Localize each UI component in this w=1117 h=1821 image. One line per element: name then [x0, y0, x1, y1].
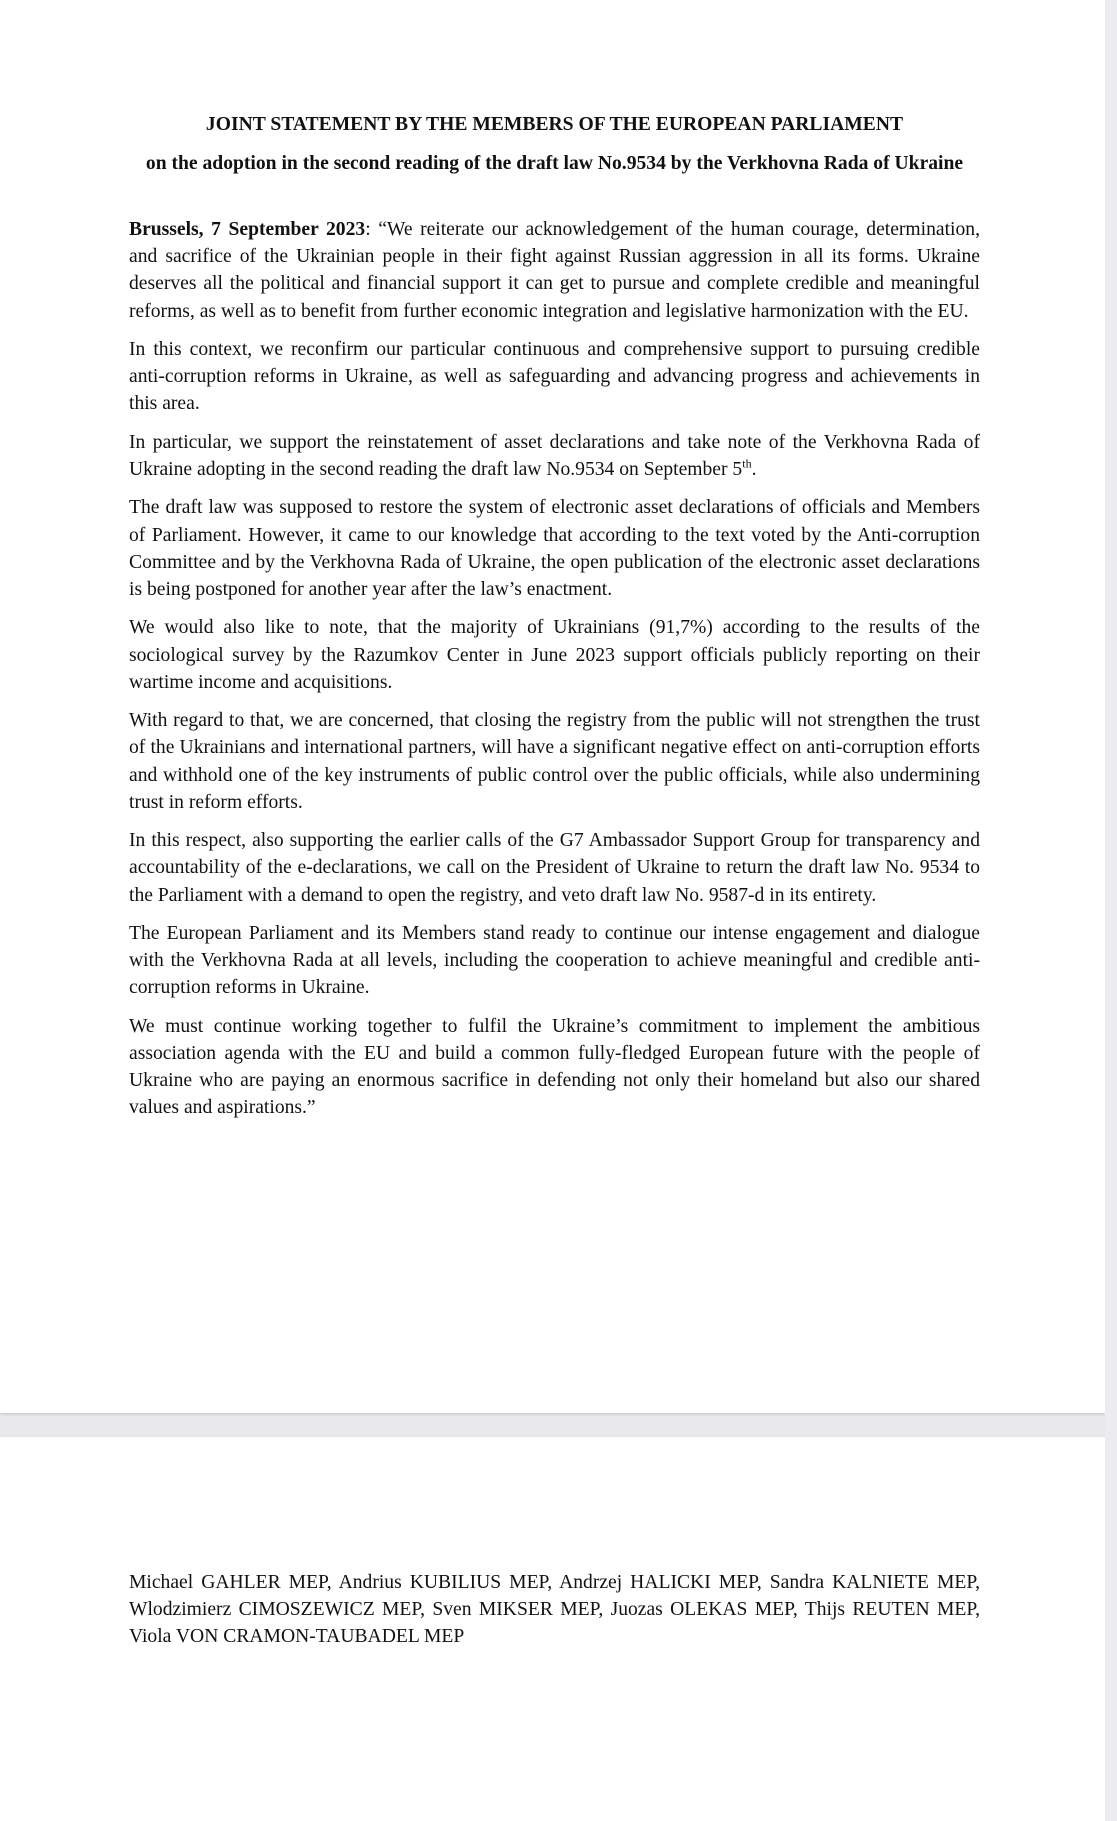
- statement-body: [129, 216, 980, 1133]
- paragraph-2: In this context, we reconfirm our particular continuous and comprehensive support to pursuing credible anti-corruption reforms in Ukraine, as well as safeguarding and advancing progress and achievements in this area.: [129, 339, 980, 415]
- paragraph-3-end: .: [751, 459, 757, 480]
- paragraph-4: The draft law was supposed to restore the system of electronic asset declarations of officials and Members of Parliament. However, it came to our knowledge that according to the text voted by the Anti-corruption Committee and by the Verkhovna Rada of Ukraine, the open publication of the electronic asset declarations is being postponed for another year after the law’s enactment.: [129, 497, 980, 600]
- paragraph-1: [129, 216, 980, 325]
- paragraph-6: With regard to that, we are concerned, that closing the registry from the public will not strengthen the trust of the Ukrainians and international partners, will have a significant negative effect on anti-corruption efforts and withhold one of the key instruments of public control over the public officials, while also undermining trust in reform efforts.: [129, 710, 980, 813]
- paragraph-1-text: : “We reiterate our acknowledgement of the human courage, determination, and sacrifice of the Ukrainian people in their fight against Russian aggression in all its forms. Ukraine deserves all the political and financial support it can get to pursue and complete credible and meaningful reforms, as well as to benefit from further economic integration and legislative harmonization with the EU.: [129, 219, 980, 322]
- document-page-2: [0, 1437, 1105, 1821]
- statement-title: JOINT STATEMENT BY THE MEMBERS OF THE EUROPEAN PARLIAMENT: [205, 114, 904, 135]
- paragraph-3-text: In particular, we support the reinstatement of asset declarations and take note of the Verkhovna Rada of Ukraine adopting in the second reading the draft law No.9534 on September 5: [129, 431, 980, 480]
- paragraph-5: We would also like to note, that the majority of Ukrainians (91,7%) according to the results of the sociological survey by the Razumkov Center in June 2023 support officials publicly reporting on their wartime income and acquisitions.: [129, 617, 980, 693]
- ordinal-suffix: th: [742, 456, 752, 471]
- scrollbar-track[interactable]: [1105, 0, 1117, 1821]
- paragraph-8: The European Parliament and its Members stand ready to continue our intense engagement and dialogue with the Verkhovna Rada at all levels, including the cooperation to achieve meaningful and credible anti-corruption reforms in Ukraine.: [129, 922, 980, 999]
- paragraph-3: [129, 429, 980, 483]
- paragraph-9: We must continue working together to fulfil the Ukraine’s commitment to implement the ambitious association agenda with the EU and build a common fully-fledged European future with the people of Ukraine who are paying an enormous sacrifice in defending not only their homeland but also our shared values and aspirations.”: [129, 1015, 980, 1119]
- signatories-list: Michael GAHLER MEP, Andrius KUBILIUS MEP, Andrzej HALICKI MEP, Sandra KALNIETE MEP, Wlodzimierz CIMOSZEWICZ MEP, Sven MIKSER MEP, Juozas OLEKAS MEP, Thijs REUTEN MEP, Viola VON CRAMON-TAUBADEL MEP: [129, 1572, 980, 1648]
- dateline: Brussels, 7 September 2023: [129, 219, 366, 240]
- statement-subtitle: on the adoption in the second reading of the draft law No.9534 by the Verkhovna Rada of Ukraine: [145, 153, 964, 174]
- paragraph-7: In this respect, also supporting the earlier calls of the G7 Ambassador Support Group for transparency and accountability of the e-declarations, we call on the President of Ukraine to return the draft law No. 9534 to the Parliament with a demand to open the registry, and veto draft law No. 9587-d in its entirety.: [129, 830, 980, 906]
